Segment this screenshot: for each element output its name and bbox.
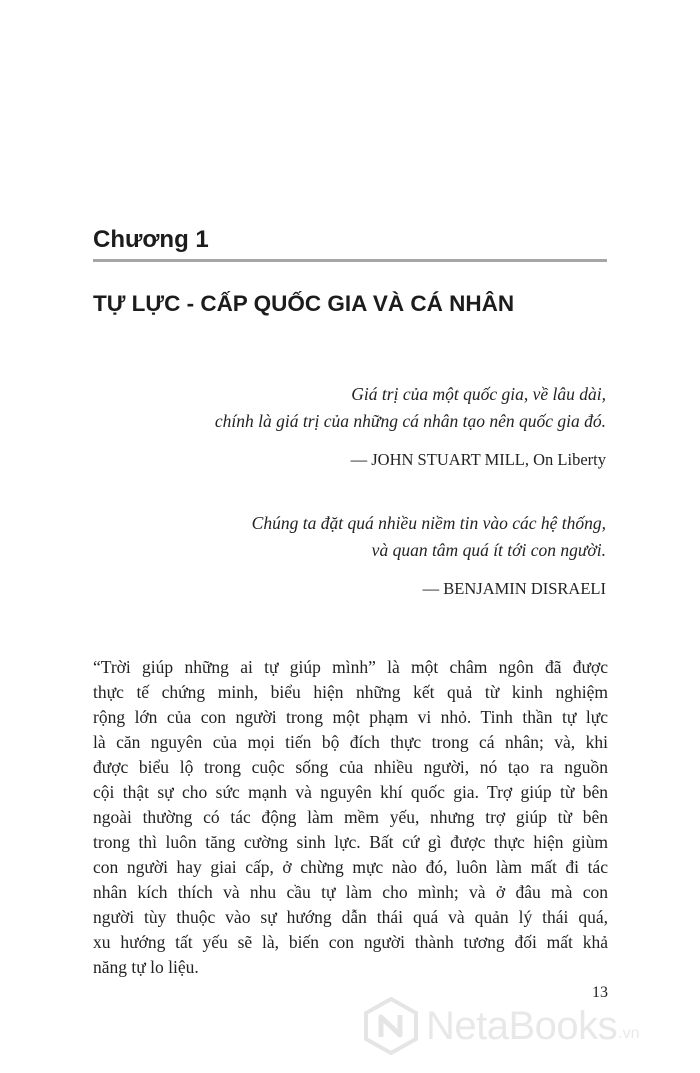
body-line: rộng lớn của con người trong một phạm vi nhỏ. Tinh thần tự lực <box>93 707 608 727</box>
body-paragraph <box>93 655 608 980</box>
epigraph-line: chính là giá trị của những cá nhân tạo nên quốc gia đó. <box>214 411 606 431</box>
body-line: cội thật sự cho sức mạnh và nguyên khí quốc gia. Trợ giúp từ bên <box>93 782 608 802</box>
epigraph-disraeli <box>252 510 606 599</box>
watermark-brand: NetaBooks <box>426 1003 618 1048</box>
netabooks-logo-icon <box>362 997 420 1055</box>
epigraph-line: và quan tâm quá ít tới con người. <box>371 540 606 560</box>
body-line: người tùy thuộc vào sự hướng dẫn thái quá và quản lý thái quá, <box>93 907 608 927</box>
body-line: xu hướng tất yếu sẽ là, biến con người thành tương đối mất khả <box>93 932 608 952</box>
body-line: thực tế chứng minh, biểu hiện những kết quả từ kinh nghiệm <box>93 682 608 702</box>
epigraph-line: Giá trị của một quốc gia, về lâu dài, <box>351 384 606 404</box>
chapter-label: Chương 1 <box>93 226 209 253</box>
body-line: nhân kích thích và nhu cầu tự làm cho mình; và ở đâu mà con <box>93 882 608 902</box>
body-line: con người hay giai cấp, ở chừng mực nào đó, luôn làm mất đi tác <box>93 857 608 877</box>
watermark <box>362 995 640 1057</box>
body-line: “Trời giúp những ai tự giúp mình” là một châm ngôn đã được <box>93 657 608 677</box>
epigraph-line: Chúng ta đặt quá nhiều niềm tin vào các hệ thống, <box>251 513 606 533</box>
body-line: trong thì luôn tăng cường sinh lực. Bất cứ gì được thực hiện giùm <box>93 832 608 852</box>
body-line: là căn nguyên của mọi tiến bộ đích thực trong cá nhân; và, khi <box>93 732 608 752</box>
body-line: được biểu lộ trong cuộc sống của nhiều người, nó tạo ra nguồn <box>93 757 608 777</box>
watermark-suffix: .vn <box>618 1025 640 1042</box>
page-number: 13 <box>592 984 608 1001</box>
chapter-divider <box>93 259 607 262</box>
chapter-title: TỰ LỰC - CẤP QUỐC GIA VÀ CÁ NHÂN <box>93 291 515 316</box>
epigraph-attribution: — JOHN STUART MILL, On Liberty <box>350 450 606 469</box>
epigraph-mill <box>215 381 606 470</box>
body-line: năng tự lo liệu. <box>93 957 199 977</box>
epigraph-attribution: — BENJAMIN DISRAELI <box>422 579 606 598</box>
body-line: ngoài thường có tác động làm mềm yếu, nhưng trợ giúp từ bên <box>93 807 608 827</box>
